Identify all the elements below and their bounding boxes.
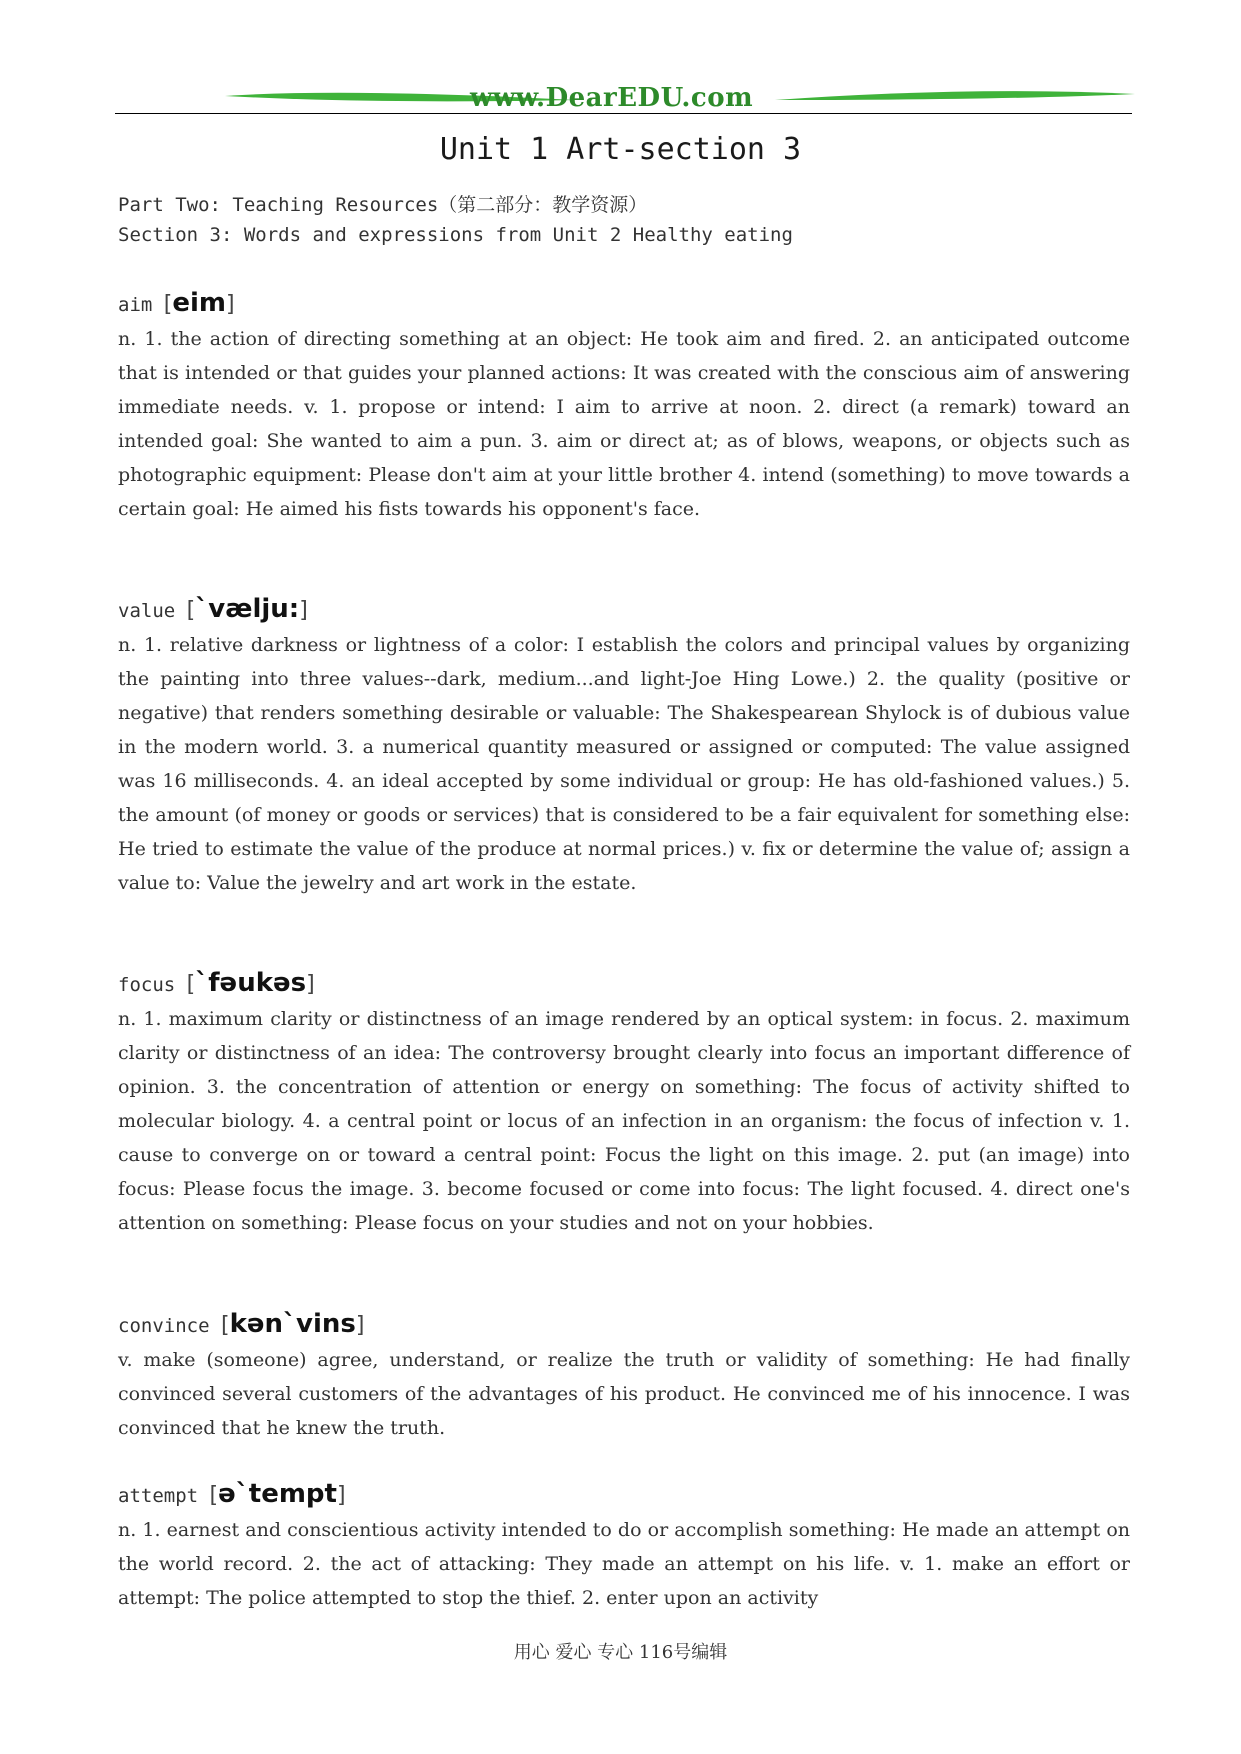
bracket-open: [ xyxy=(163,292,173,317)
part-label: Part Two: Teaching Resources（第二部分：教学资源） xyxy=(118,194,648,216)
entry-headword xyxy=(118,1305,1130,1343)
entry-attempt xyxy=(118,1475,1130,1615)
entry-ipa: `fəukəs xyxy=(195,968,307,998)
entry-headword xyxy=(118,964,1130,1002)
entry-headword xyxy=(118,590,1130,628)
entry-focus xyxy=(118,964,1130,1240)
section-label: Section 3: Words and expressions from Unit 2 Healthy eating xyxy=(118,224,793,246)
entry-convince xyxy=(118,1305,1130,1445)
bracket-open: [ xyxy=(186,598,196,623)
bracket-open: [ xyxy=(209,1483,219,1508)
bracket-close: ] xyxy=(355,1313,365,1338)
entry-definition: n. 1. maximum clarity or distinctness of an image rendered by an optical system: in focus. 2. maximum clarity or distinctness of an idea: The controversy brought clearly into focus an important difference of opinion. 3. the concentration of attention or energy on something: The focus of activity shifted to molecular biology. 4. a central point or locus of an infection in an organism: the focus of infection v. 1. cause to converge on or toward a central point: Focus the light on this image. 2. put (an image) into focus: Please focus the image. 3. become focused or come into focus: The light focused. 4. direct one's attention on something: Please focus on your studies and not on your hobbies. xyxy=(118,1008,1130,1234)
entry-definition: n. 1. the action of directing something at an object: He took aim and fired. 2. an anticipated outcome that is intended or that guides your planned actions: It was created with the conscious aim of answering immediate needs. v. 1. propose or intend: I aim to arrive at noon. 2. direct (a remark) toward an intended goal: She wanted to aim a pun. 3. aim or direct at; as of blows, weapons, or objects such as photographic equipment: Please don't aim at your little brother 4. intend (something) to move towards a certain goal: He aimed his fists towards his opponent's face. xyxy=(118,328,1130,520)
page-title: Unit 1 Art-section 3 xyxy=(439,132,802,167)
site-logo[interactable]: www.DearEDU.com xyxy=(470,83,754,113)
bracket-close: ] xyxy=(299,598,308,623)
entry-word: focus xyxy=(118,974,176,996)
entry-ipa: `vælju: xyxy=(195,594,300,624)
entry-ipa: kən`vins xyxy=(229,1309,356,1339)
leaf-swoosh-right-icon xyxy=(775,90,1135,102)
entry-headword xyxy=(118,284,1130,322)
entry-word: attempt xyxy=(118,1485,199,1507)
entry-definition: v. make (someone) agree, understand, or realize the truth or validity of something: He had finally convinced several customers of the advantages of his product. He convinced me of his innocence. I was convinced that he knew the truth. xyxy=(118,1349,1130,1439)
entry-word: convince xyxy=(118,1315,210,1337)
entry-aim xyxy=(118,284,1130,526)
bracket-close: ] xyxy=(336,1483,346,1508)
entry-definition: n. 1. earnest and conscientious activity intended to do or accomplish something: He made an attempt on the world record. 2. the act of attacking: They made an attempt on his life. v. 1. make an effort or attempt: The police attempted to stop the thief. 2. enter upon an activity xyxy=(118,1519,1130,1609)
bracket-close: ] xyxy=(226,292,235,317)
bracket-open: [ xyxy=(186,972,196,997)
site-header xyxy=(115,78,1132,118)
page-footer: 用心 爱心 专心 116号编辑 xyxy=(513,1642,728,1663)
entry-ipa: ə`tempt xyxy=(218,1479,337,1509)
bracket-open: [ xyxy=(220,1313,230,1338)
header-rule xyxy=(115,113,1132,114)
entry-headword xyxy=(118,1475,1130,1513)
entry-word: value xyxy=(118,600,176,622)
entry-ipa: eim xyxy=(172,288,227,318)
entry-word: aim xyxy=(118,294,153,316)
entry-value xyxy=(118,590,1130,900)
entry-definition: n. 1. relative darkness or lightness of a color: I establish the colors and principal values by organizing the painting into three values--dark, medium...and light-Joe Hing Lowe.) 2. the quality (positive or negative) that renders something desirable or valuable: The Shakespearean Shylock is of dubious value in the modern world. 3. a numerical quantity measured or assigned or computed: The value assigned was 16 milliseconds. 4. an ideal accepted by some individual or group: He has old-fashioned values.) 5. the amount (of money or goods or services) that is considered to be a fair equivalent for something else: He tried to estimate the value of the produce at normal prices.) v. fix or determine the value of; assign a value to: Value the jewelry and art work in the estate. xyxy=(118,634,1130,894)
bracket-close: ] xyxy=(306,972,315,997)
